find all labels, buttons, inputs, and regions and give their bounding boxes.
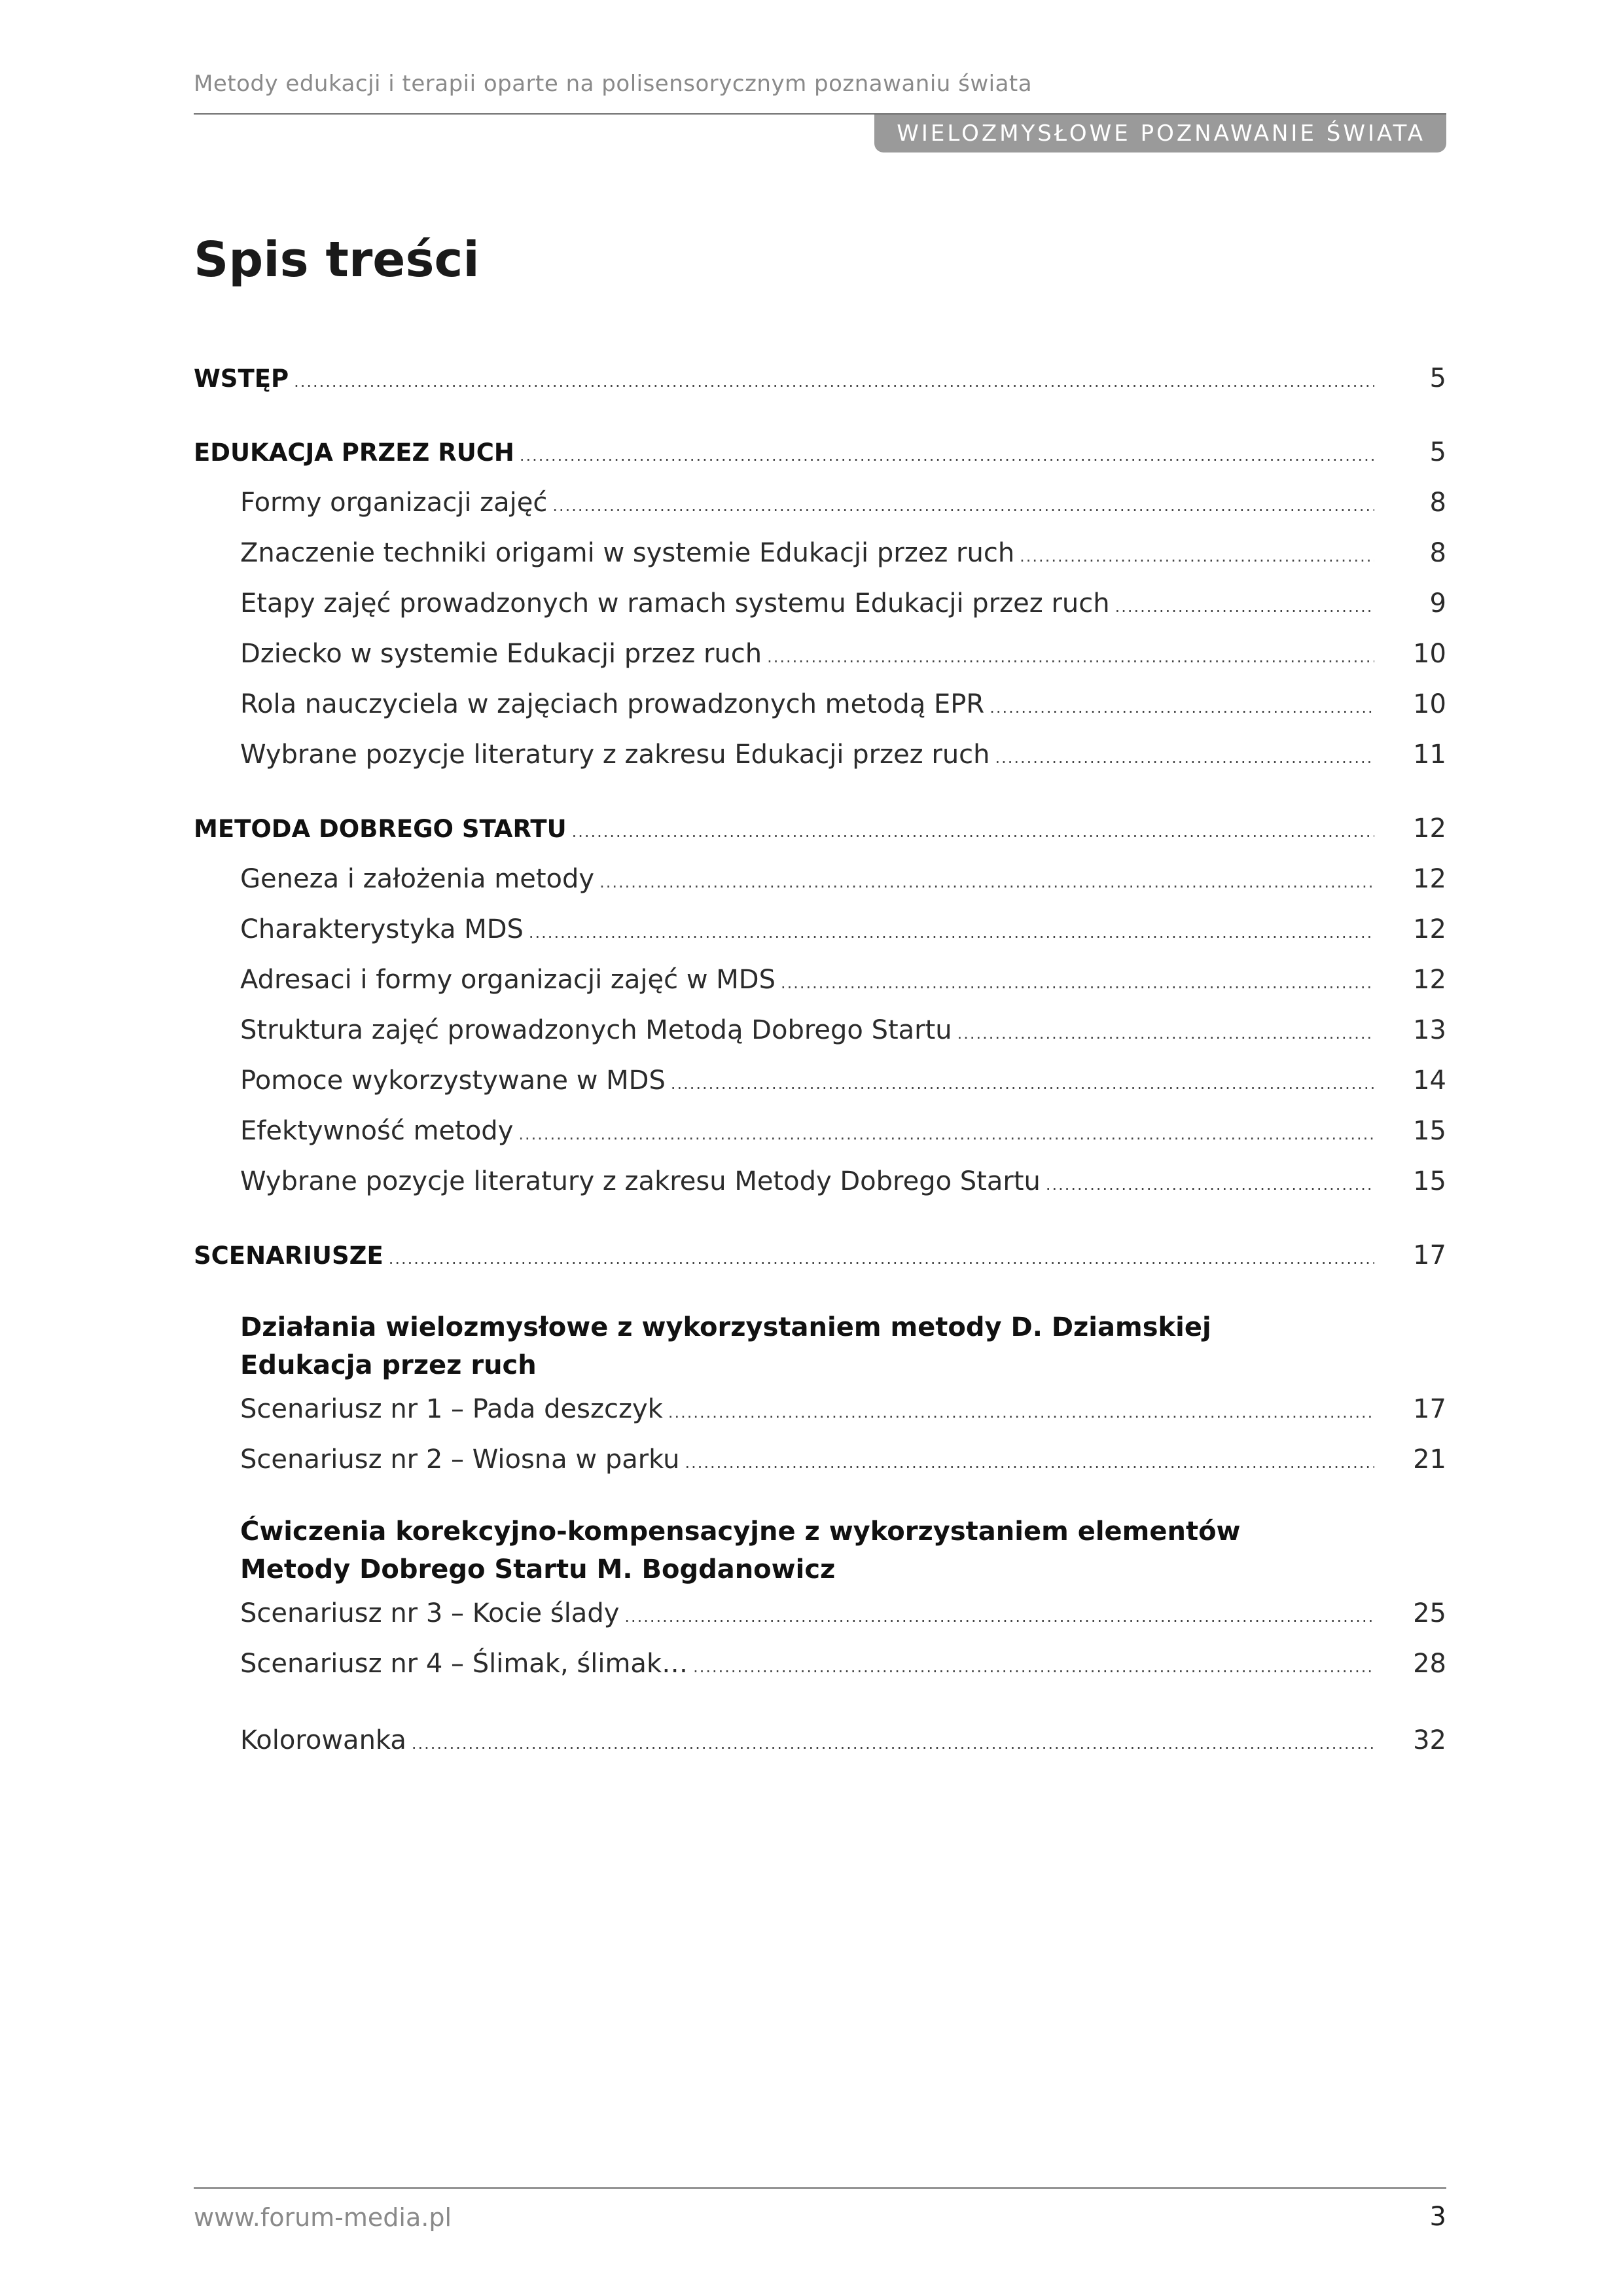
toc-page-number: 15 — [1413, 1166, 1446, 1196]
toc-leader-dots — [1020, 531, 1374, 582]
toc-leader-dots — [990, 683, 1374, 733]
toc-leader-dots — [520, 431, 1374, 481]
toc-leader-dots — [781, 958, 1374, 1009]
toc-leader-dots — [685, 1438, 1374, 1488]
toc-leader-dots — [389, 1234, 1374, 1284]
toc-entry-title: Adresaci i formy organizacji zajęć w MDS — [240, 965, 776, 995]
toc-entry-etapy-zajec[interactable] — [194, 579, 1446, 629]
toc-page-number: 5 — [1429, 363, 1446, 393]
toc-entry-charakterystyka[interactable] — [194, 905, 1446, 955]
toc-entry-scenariusz-1[interactable] — [194, 1384, 1446, 1435]
toc-entry-origami[interactable] — [194, 528, 1446, 579]
toc-leader-dots — [957, 1009, 1374, 1059]
footer-page-number: 3 — [1429, 2202, 1446, 2232]
toc-entry-title: EDUKACJA PRZEZ RUCH — [194, 439, 514, 467]
toc-page-number: 13 — [1413, 1015, 1446, 1045]
toc-entry-title: SCENARIUSZE — [194, 1242, 383, 1270]
toc-leader-dots — [668, 1388, 1374, 1438]
toc-group-heading-dziamska — [194, 1308, 1446, 1384]
toc-entry-title: Rola nauczyciela w zajęciach prowadzonych metodą EPR — [240, 689, 985, 719]
toc-entry-kolorowanka[interactable] — [194, 1715, 1446, 1766]
toc-leader-dots — [599, 857, 1374, 908]
toc-entry-dziecko[interactable] — [194, 629, 1446, 679]
toc-entry-title: Wybrane pozycje literatury z zakresu Metody Dobrego Startu — [240, 1166, 1041, 1196]
toc-entry-title: Scenariusz nr 1 – Pada deszczyk — [240, 1394, 663, 1424]
toc-page-number: 12 — [1413, 965, 1446, 995]
toc-page-number: 8 — [1429, 538, 1446, 568]
toc-entry-title: Scenariusz nr 4 – Ślimak, ślimak… — [240, 1649, 688, 1679]
toc-page-number: 9 — [1429, 588, 1446, 619]
toc-leader-dots — [552, 481, 1374, 531]
toc-entry-edukacja-przez-ruch[interactable] — [194, 427, 1446, 478]
toc-entry-wstep[interactable] — [194, 353, 1446, 404]
footer-url-link[interactable]: www.forum-media.pl — [194, 2203, 452, 2232]
toc-group-line: Edukacja przez ruch — [240, 1350, 537, 1380]
toc-entry-title: WSTĘP — [194, 365, 289, 393]
toc-entry-scenariusz-3[interactable] — [194, 1588, 1446, 1639]
footer-rule — [194, 2187, 1446, 2189]
toc-leader-dots — [518, 1109, 1374, 1160]
toc-entry-title: Pomoce wykorzystywane w MDS — [240, 1066, 666, 1096]
toc-entry-formy-organizacji[interactable] — [194, 478, 1446, 528]
toc-entry-title: Dziecko w systemie Edukacji przez ruch — [240, 639, 762, 669]
toc-entry-title: METODA DOBREGO STARTU — [194, 815, 567, 843]
toc-leader-dots — [1115, 582, 1374, 632]
toc-leader-dots — [572, 807, 1374, 857]
toc-entry-rola-nauczyciela[interactable] — [194, 679, 1446, 730]
toc-leader-dots — [995, 733, 1374, 783]
toc-page-number: 11 — [1413, 740, 1446, 770]
toc-entry-geneza[interactable] — [194, 854, 1446, 905]
toc-entry-title: Kolorowanka — [240, 1725, 406, 1755]
toc-entry-title: Scenariusz nr 3 – Kocie ślady — [240, 1598, 620, 1628]
toc-page-number: 25 — [1413, 1598, 1446, 1628]
toc-page-number: 15 — [1413, 1116, 1446, 1146]
toc-page-number: 8 — [1429, 488, 1446, 518]
toc-entry-scenariusz-4[interactable] — [194, 1639, 1446, 1689]
toc-page-number: 12 — [1413, 914, 1446, 944]
toc-entry-title: Znaczenie techniki origami w systemie Edukacji przez ruch — [240, 538, 1015, 568]
toc-leader-dots — [624, 1592, 1374, 1642]
page-title: Spis treści — [194, 232, 480, 288]
section-tab: WIELOZMYSŁOWE POZNAWANIE ŚWIATA — [874, 115, 1446, 152]
toc-page-number: 10 — [1413, 689, 1446, 719]
toc-entry-title: Charakterystyka MDS — [240, 914, 524, 944]
toc-entry-title: Struktura zajęć prowadzonych Metodą Dobrego Startu — [240, 1015, 952, 1045]
toc-group-heading-bogdanowicz — [194, 1513, 1446, 1588]
toc-page-number: 5 — [1429, 437, 1446, 467]
toc-page-number: 12 — [1413, 864, 1446, 894]
toc-group-line: Działania wielozmysłowe z wykorzystaniem metody D. Dziamskiej — [240, 1312, 1211, 1342]
toc-leader-dots — [412, 1719, 1374, 1769]
toc-entry-literatura-epr[interactable] — [194, 730, 1446, 780]
toc-leader-dots — [294, 357, 1374, 407]
toc-entry-adresaci[interactable] — [194, 955, 1446, 1005]
toc-page-number: 17 — [1413, 1240, 1446, 1270]
toc-entry-pomoce[interactable] — [194, 1056, 1446, 1106]
toc-leader-dots — [767, 632, 1374, 683]
toc-leader-dots — [671, 1059, 1374, 1109]
toc-leader-dots — [693, 1642, 1374, 1693]
toc-page-number: 10 — [1413, 639, 1446, 669]
toc-leader-dots — [529, 908, 1374, 958]
toc-entry-title: Wybrane pozycje literatury z zakresu Edukacji przez ruch — [240, 740, 990, 770]
toc-page-number: 28 — [1413, 1649, 1446, 1679]
toc-entry-title: Scenariusz nr 2 – Wiosna w parku — [240, 1444, 680, 1475]
toc-entry-literatura-mds[interactable] — [194, 1157, 1446, 1207]
toc-entry-title: Geneza i założenia metody — [240, 864, 595, 894]
toc-entry-scenariusze[interactable] — [194, 1230, 1446, 1281]
toc-leader-dots — [1046, 1160, 1374, 1210]
table-of-contents — [194, 353, 1446, 1766]
toc-page-number: 32 — [1413, 1725, 1446, 1755]
toc-entry-title: Efektywność metody — [240, 1116, 514, 1146]
toc-entry-title: Formy organizacji zajęć — [240, 488, 548, 518]
toc-entry-metoda-dobrego-startu[interactable] — [194, 804, 1446, 854]
running-header-title: Metody edukacji i terapii oparte na polisensorycznym poznawaniu świata — [194, 71, 1033, 97]
toc-group-line: Metody Dobrego Startu M. Bogdanowicz — [240, 1554, 836, 1585]
toc-page-number: 21 — [1413, 1444, 1446, 1475]
toc-entry-title: Etapy zajęć prowadzonych w ramach systemu Edukacji przez ruch — [240, 588, 1110, 619]
toc-entry-scenariusz-2[interactable] — [194, 1435, 1446, 1485]
toc-page-number: 17 — [1413, 1394, 1446, 1424]
toc-entry-struktura-zajec[interactable] — [194, 1005, 1446, 1056]
toc-entry-efektywnosc[interactable] — [194, 1106, 1446, 1157]
toc-page-number: 14 — [1413, 1066, 1446, 1096]
toc-group-line: Ćwiczenia korekcyjno-kompensacyjne z wykorzystaniem elementów — [240, 1516, 1241, 1547]
toc-page-number: 12 — [1413, 814, 1446, 844]
